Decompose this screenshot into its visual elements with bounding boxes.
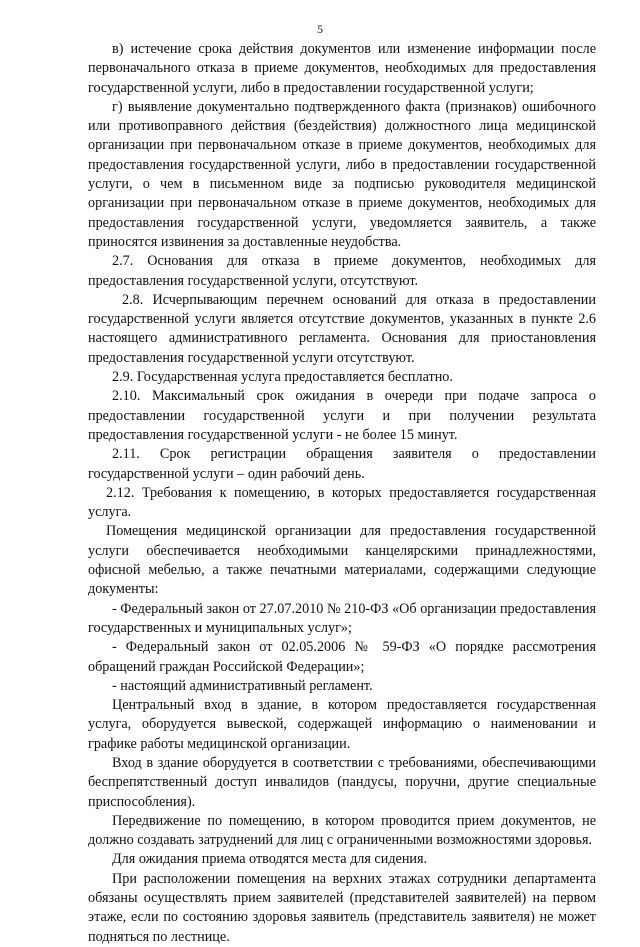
paragraph-2-10: 2.10. Максимальный срок ожидания в очереди при подаче запроса о предоставлении государственной услуги и при получении результата предоставления государственной услуги - не более 15 минут. bbox=[88, 388, 596, 443]
paragraph-2-12: 2.12. Требования к помещению, в которых предоставляется государственная услуга. bbox=[88, 484, 596, 521]
paragraph-premises-equipment: Помещения медицинской организации для предоставления государственной услуги обеспечивается необходимыми канцелярскими принадлежностями, офисной мебелью, а также печатными материалами, содержащими следующие документы: bbox=[88, 523, 596, 598]
paragraph-2-11: 2.11. Срок регистрации обращения заявителя о предоставлении государственной услуги – один рабочий день. bbox=[88, 446, 596, 482]
paragraph-upper-floors: При расположении помещения на верхних этажах сотрудники департамента обязаны осуществлять прием заявителей (представителей заявителей) на первом этаже, если по состоянию здоровья заявитель (представитель заявителя) не может подняться по лестнице. bbox=[88, 870, 596, 945]
paragraph-erroneous-action: г) выявление документально подтвержденного факта (признаков) ошибочного или противоправного действия (бездействия) должностного лица медицинской организации при первоначальном отказе в приеме документов, необходимых для предоставления государственной услуги, либо в предоставлении государственной услуги, о чем в письменном виде за подписью руководителя медицинской организации при первоначальном отказе в приеме документов, необходимых для предоставления государственной услуги, уведомляется заявитель, а также приносятся извинения за доставленные неудобства. bbox=[88, 98, 596, 250]
paragraph-waiting-seats: Для ожидания приема отводятся места для сидения. bbox=[112, 851, 428, 868]
paragraph-2-9: 2.9. Государственная услуга предоставляется бесплатно. bbox=[112, 369, 453, 386]
document-body bbox=[88, 40, 596, 947]
paragraph-expiry-of-documents: в) истечение срока действия документов или изменение информации после первоначального отказа в приеме документов, необходимых для предоставления государственной услуги, либо в предоставлении государственной услуги; bbox=[88, 41, 596, 96]
paragraph-movement: Передвижение по помещению, в котором проводится прием документов, не должно создавать затруднений для лиц с ограниченными возможностями здоровья. bbox=[88, 812, 596, 849]
paragraph-central-entrance: Центральный вход в здание, в котором предоставляется государственная услуга, оборудуется вывеской, содержащей информацию о наименовании и графике работы медицинской организации. bbox=[88, 697, 596, 752]
list-item-regulation: - настоящий административный регламент. bbox=[112, 677, 373, 694]
page-number: 5 bbox=[317, 22, 323, 36]
list-item-law-59: - Федеральный закон от 02.05.2006 № 59-ФЗ «О порядке рассмотрения обращений граждан Российской Федерации»; bbox=[88, 639, 596, 675]
list-item-law-210: - Федеральный закон от 27.07.2010 № 210-ФЗ «Об организации предоставления государственных и муниципальных услуг»; bbox=[88, 600, 596, 636]
paragraph-2-8: 2.8. Исчерпывающим перечнем оснований для отказа в предоставлении государственной услуги является отсутствие документов, указанных в пункте 2.6 настоящего административного регламента. Основания для приостановления предоставления государственной услуги отсутствуют. bbox=[88, 291, 596, 366]
paragraph-2-7: 2.7. Основания для отказа в приеме документов, необходимых для предоставления государственной услуги, отсутствуют. bbox=[88, 253, 596, 289]
paragraph-entrance-accessibility: Вход в здание оборудуется в соответствии с требованиями, обеспечивающими беспрепятственный доступ инвалидов (пандусы, поручни, другие специальные приспособления). bbox=[88, 754, 596, 810]
